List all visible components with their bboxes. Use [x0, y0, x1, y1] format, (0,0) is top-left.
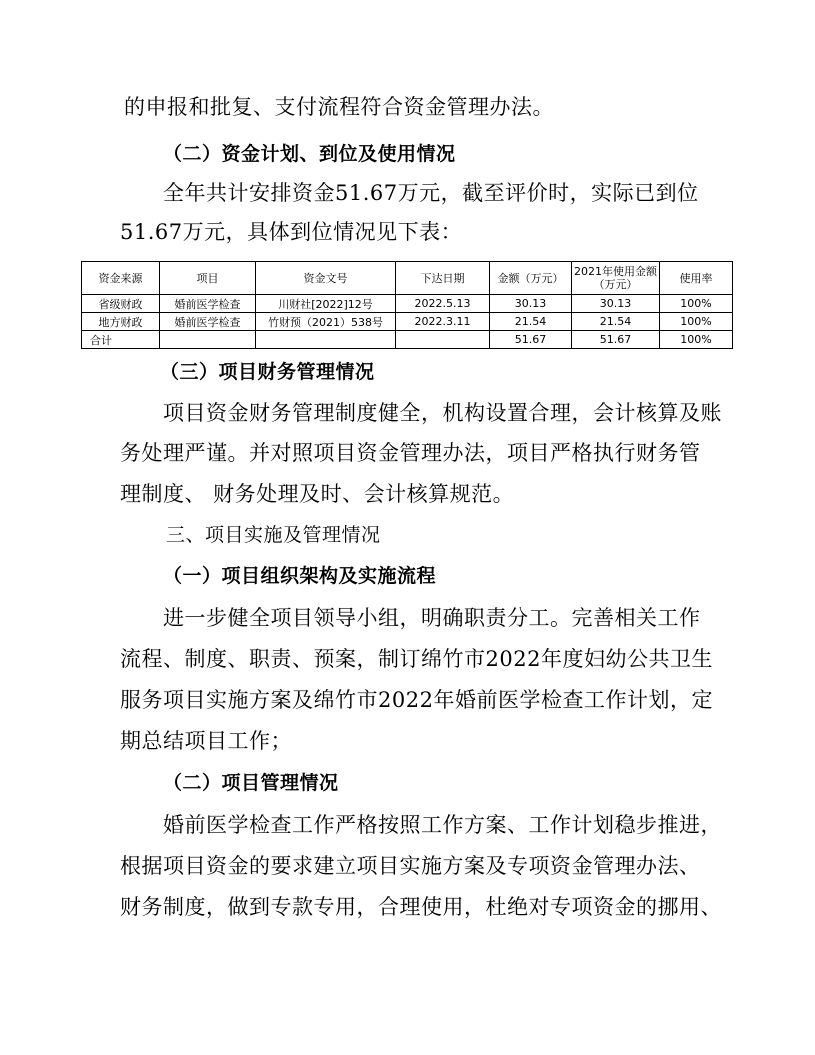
paragraph-finance-line3: 理制度、 财务处理及时、会计核算规范。 [120, 482, 515, 506]
paragraph-fund-summary-line1: 全年共计安排资金51.67万元，截至评价时，实际已到位 [163, 181, 699, 205]
paragraph-management-line2: 根据项目资金的要求建立项目实施方案及专项资金管理办法、 [120, 854, 701, 878]
section-heading-implementation: 三、项目实施及管理情况 [166, 524, 381, 546]
heading-project-management: （二）项目管理情况 [163, 772, 339, 794]
paragraph-organization-line1: 进一步健全项目领导小组，明确职责分工。完善相关工作 [163, 606, 701, 630]
table-header-cell: 资金来源 [82, 262, 160, 295]
table-row [82, 313, 733, 331]
table-cell: 100% [660, 331, 733, 349]
table-cell: 51.67 [490, 331, 572, 349]
table-header-row [82, 262, 733, 295]
paragraph-approval-end: 的申报和批复、支付流程符合资金管理办法。 [124, 95, 554, 119]
paragraph-organization-line4: 期总结项目工作； [120, 729, 292, 753]
table-cell: 川财社[2022]12号 [256, 295, 396, 313]
table-header-cell: 金额（万元） [490, 262, 572, 295]
paragraph-organization-line2: 流程、制度、职责、预案，制订绵竹市2022年度妇幼公共卫生 [120, 647, 713, 671]
table-header-cell: 2021年使用金额（万元） [572, 262, 660, 295]
table-cell: 100% [660, 313, 733, 331]
table-cell: 21.54 [490, 313, 572, 331]
heading-finance-management: （三）项目财务管理情况 [160, 361, 375, 383]
table-cell: 2022.3.11 [396, 313, 490, 331]
table-header-cell: 项目 [160, 262, 256, 295]
paragraph-management-line1: 婚前医学检查工作严格按照工作方案、工作计划稳步推进， [163, 813, 722, 837]
table-cell: 合计 [82, 331, 160, 349]
table-cell [396, 331, 490, 349]
paragraph-finance-line2: 务处理严谨。并对照项目资金管理办法，项目严格执行财务管 [120, 441, 701, 465]
table-cell: 100% [660, 295, 733, 313]
table-cell: 2022.5.13 [396, 295, 490, 313]
table-cell: 30.13 [572, 295, 660, 313]
paragraph-finance-line1: 项目资金财务管理制度健全，机构设置合理，会计核算及账 [163, 401, 722, 425]
table-cell: 婚前医学检查 [160, 295, 256, 313]
table-cell: 地方财政 [82, 313, 160, 331]
heading-fund-plan: （二）资金计划、到位及使用情况 [163, 143, 456, 165]
table-header-cell: 资金文号 [256, 262, 396, 295]
table-cell: 21.54 [572, 313, 660, 331]
table-cell: 婚前医学检查 [160, 313, 256, 331]
table-cell [160, 331, 256, 349]
paragraph-management-line3: 财务制度，做到专款专用，合理使用，杜绝对专项资金的挪用、 [120, 895, 722, 919]
table-row [82, 295, 733, 313]
heading-organization: （一）项目组织架构及实施流程 [163, 565, 437, 587]
table-cell: 省级财政 [82, 295, 160, 313]
table-cell: 竹财预（2021）538号 [256, 313, 396, 331]
table-total-row [82, 331, 733, 349]
table-header-cell: 使用率 [660, 262, 733, 295]
funds-table [81, 261, 733, 349]
table-header-cell: 下达日期 [396, 262, 490, 295]
table-cell: 51.67 [572, 331, 660, 349]
table-cell: 30.13 [490, 295, 572, 313]
table-cell [256, 331, 396, 349]
paragraph-organization-line3: 服务项目实施方案及绵竹市2022年婚前医学检查工作计划，定 [120, 688, 713, 712]
paragraph-fund-summary-line2: 51.67万元，具体到位情况见下表： [120, 220, 463, 244]
